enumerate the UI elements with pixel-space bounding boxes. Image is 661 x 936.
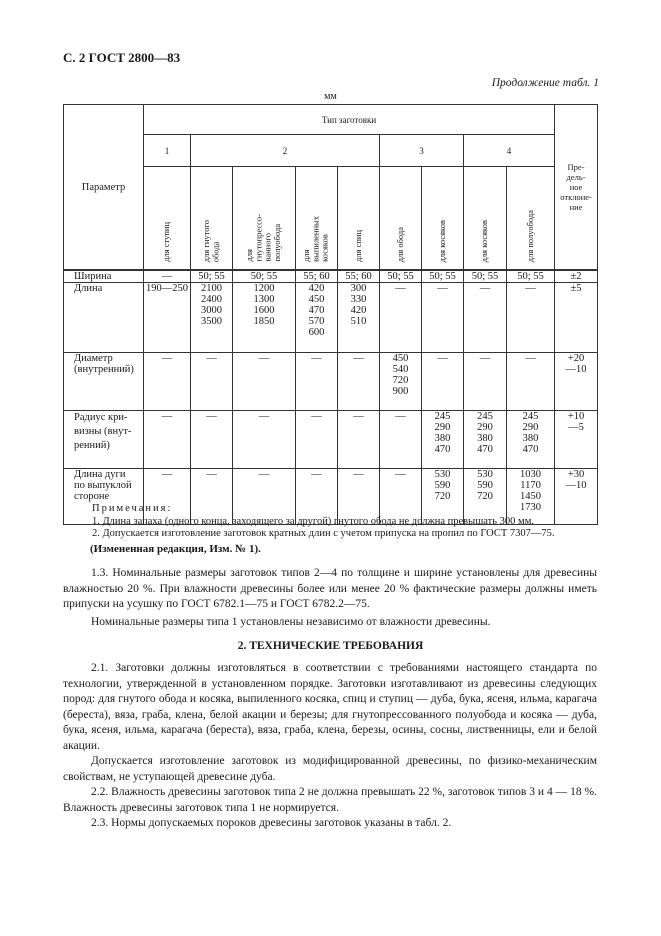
- table-row: [64, 411, 598, 469]
- param-header: Параметр: [64, 105, 144, 271]
- table-cell: 50; 55: [422, 270, 464, 283]
- table-cell: —: [233, 469, 296, 525]
- table-cell: 1030 1170 1450 1730: [507, 469, 555, 525]
- table-cell: —: [507, 353, 555, 411]
- table-cell: —: [296, 411, 338, 469]
- note-1: 1. Длина запаха (одного конца, заходящего за другой) гнутого обода не должна превышать 300 мм.: [92, 515, 534, 527]
- type-4-header: 4: [464, 135, 555, 167]
- table-cell: —: [464, 353, 507, 411]
- table-cell: —: [144, 353, 191, 411]
- subcol-felloes-4: для косяков: [464, 167, 507, 271]
- table-cell: 50; 55: [380, 270, 422, 283]
- subcol-felloes-3: для косяков: [422, 167, 464, 271]
- table-cell: —: [144, 411, 191, 469]
- table-cell: —: [422, 353, 464, 411]
- table-cell: —: [296, 469, 338, 525]
- table-cell-deviation: ±5: [555, 283, 598, 353]
- table-cell: —: [144, 270, 191, 283]
- subcol-sawn-felloes: для выпиленных косяков: [296, 167, 338, 271]
- table-cell: 530 590 720: [422, 469, 464, 525]
- paragraph-2-2: 2.2. Влажность древесины заготовок типа 2 не должна превышать 22 %, заготовок типов 3 и 4 — 18 %. Влажность древесины заготовок типа 1 не нормируется.: [63, 786, 597, 814]
- row-param: Диаметр (внутренний): [64, 353, 144, 411]
- table-cell: —: [380, 411, 422, 469]
- row-param: Длина: [64, 283, 144, 353]
- row-param: Длина дуги по выпуклой стороне: [64, 469, 144, 525]
- subcol-spokes: для спиц: [338, 167, 380, 271]
- table-cell: —: [422, 283, 464, 353]
- page-header: С. 2 ГОСТ 2800—83: [63, 50, 181, 65]
- paragraph-1-3: 1.3. Номинальные размеры заготовок типов 2—4 по толщине и ширине установлены для древесины влажностью 20 %. При влажности древесины более или менее 20 % фактические размеры должны иметь припуски на усушку по ГОСТ 6782.1—75 и ГОСТ 6782.2—75.: [63, 567, 597, 610]
- paragraph-2-3: 2.3. Нормы допускаемых пороков древесины заготовок указаны в табл. 2.: [91, 817, 452, 829]
- paragraph-type-1: Номинальные размеры типа 1 установлены независимо от влажности древесины.: [91, 615, 491, 628]
- table-cell: —: [191, 411, 233, 469]
- row-param: Ширина: [64, 270, 144, 283]
- table-cell: —: [191, 353, 233, 411]
- paragraph-2-1: 2.1. Заготовки должны изготовляться в соответствии с требованиями настоящего стандарта по технологии, утвержденной в установленном порядке. Заготовки изготавливают из древесины следующих пород: для гнутого обода и косяка, выпиленного косяка, спиц и ступиц — дуба, бука, ясеня, ильма, карагача (береста), вяза, граба, клена, белой акации и березы; для гнутопрессованного полуобода и косяка — дуба, бука, ясеня, ильма, карагача (береста), вяза, граба, клена, березы, осины, сосны, лиственницы, ели и белой акации.: [63, 662, 597, 752]
- table-cell: 1200 1300 1600 1850: [233, 283, 296, 353]
- table-cell: 50; 55: [507, 270, 555, 283]
- table-cell: 50; 55: [233, 270, 296, 283]
- body-text-2: [63, 661, 597, 832]
- table-row: [64, 353, 598, 411]
- table-cell: —: [380, 469, 422, 525]
- subcol-hubs: для ступиц: [144, 167, 191, 271]
- paragraph-modified-wood: Допускается изготовление заготовок из модифицированной древесины, по физико-механическим свойствам, не уступающей древесине дуба.: [63, 755, 597, 783]
- table-cell: 450 540 720 900: [380, 353, 422, 411]
- table-cell: —: [507, 283, 555, 353]
- table-cell: —: [464, 283, 507, 353]
- table-cell: 530 590 720: [464, 469, 507, 525]
- table-cell: 50; 55: [464, 270, 507, 283]
- section-title: 2. ТЕХНИЧЕСКИЕ ТРЕБОВАНИЯ: [237, 640, 424, 652]
- table-row: [64, 270, 598, 283]
- subcol-rim: для обода: [380, 167, 422, 271]
- table-cell: —: [191, 469, 233, 525]
- body-text-1: [63, 566, 597, 630]
- table-cell: 300 330 420 510: [338, 283, 380, 353]
- table-cell: 55; 60: [296, 270, 338, 283]
- table-row: [64, 283, 598, 353]
- table-cell: —: [233, 411, 296, 469]
- table-cell: 245 290 380 470: [464, 411, 507, 469]
- subcol-pressed-half-rim: для гнутопрессо- ванного полуобода: [233, 167, 296, 271]
- table-cell: —: [380, 283, 422, 353]
- table-cell: —: [296, 353, 338, 411]
- subcol-bent-rim: для гнутого обода: [191, 167, 233, 271]
- table-cell: 2100 2400 3000 3500: [191, 283, 233, 353]
- group-header: Тип заготовки: [144, 105, 555, 135]
- units-label: мм: [324, 91, 337, 102]
- table-cell: 245 290 380 470: [507, 411, 555, 469]
- table-cell: —: [233, 353, 296, 411]
- type-2-header: 2: [191, 135, 380, 167]
- subcol-half-rim: для полуобода: [507, 167, 555, 271]
- row-param: Радиус кри- визны (внут- ренний): [64, 411, 144, 469]
- note-2: 2. Допускается изготовление заготовок кратных длин с учетом припуска на пропил по ГОСТ 7307—75.: [92, 528, 555, 539]
- table-cell: —: [338, 411, 380, 469]
- table-cell: —: [144, 469, 191, 525]
- table-cell: 420 450 470 570 600: [296, 283, 338, 353]
- table-continuation-label: Продолжение табл. 1: [491, 77, 599, 89]
- table-cell: 190—250: [144, 283, 191, 353]
- type-3-header: 3: [380, 135, 464, 167]
- table-cell-deviation: +10 —5: [555, 411, 598, 469]
- table-cell: 245 290 380 470: [422, 411, 464, 469]
- table-cell: 50; 55: [191, 270, 233, 283]
- notes-title: Примечания:: [92, 503, 173, 514]
- table-cell-deviation: ±2: [555, 270, 598, 283]
- table-cell-deviation: +30 —10: [555, 469, 598, 525]
- deviation-header: Пре- дель- ное отклоне- ние: [555, 105, 598, 271]
- type-1-header: 1: [144, 135, 191, 167]
- table-cell-deviation: +20 —10: [555, 353, 598, 411]
- amendment-note: (Измененная редакция, Изм. № 1).: [90, 542, 261, 555]
- table-cell: 55; 60: [338, 270, 380, 283]
- table-cell: —: [338, 469, 380, 525]
- table-cell: —: [338, 353, 380, 411]
- dimensions-table: [63, 104, 598, 525]
- table-notes: [92, 503, 602, 555]
